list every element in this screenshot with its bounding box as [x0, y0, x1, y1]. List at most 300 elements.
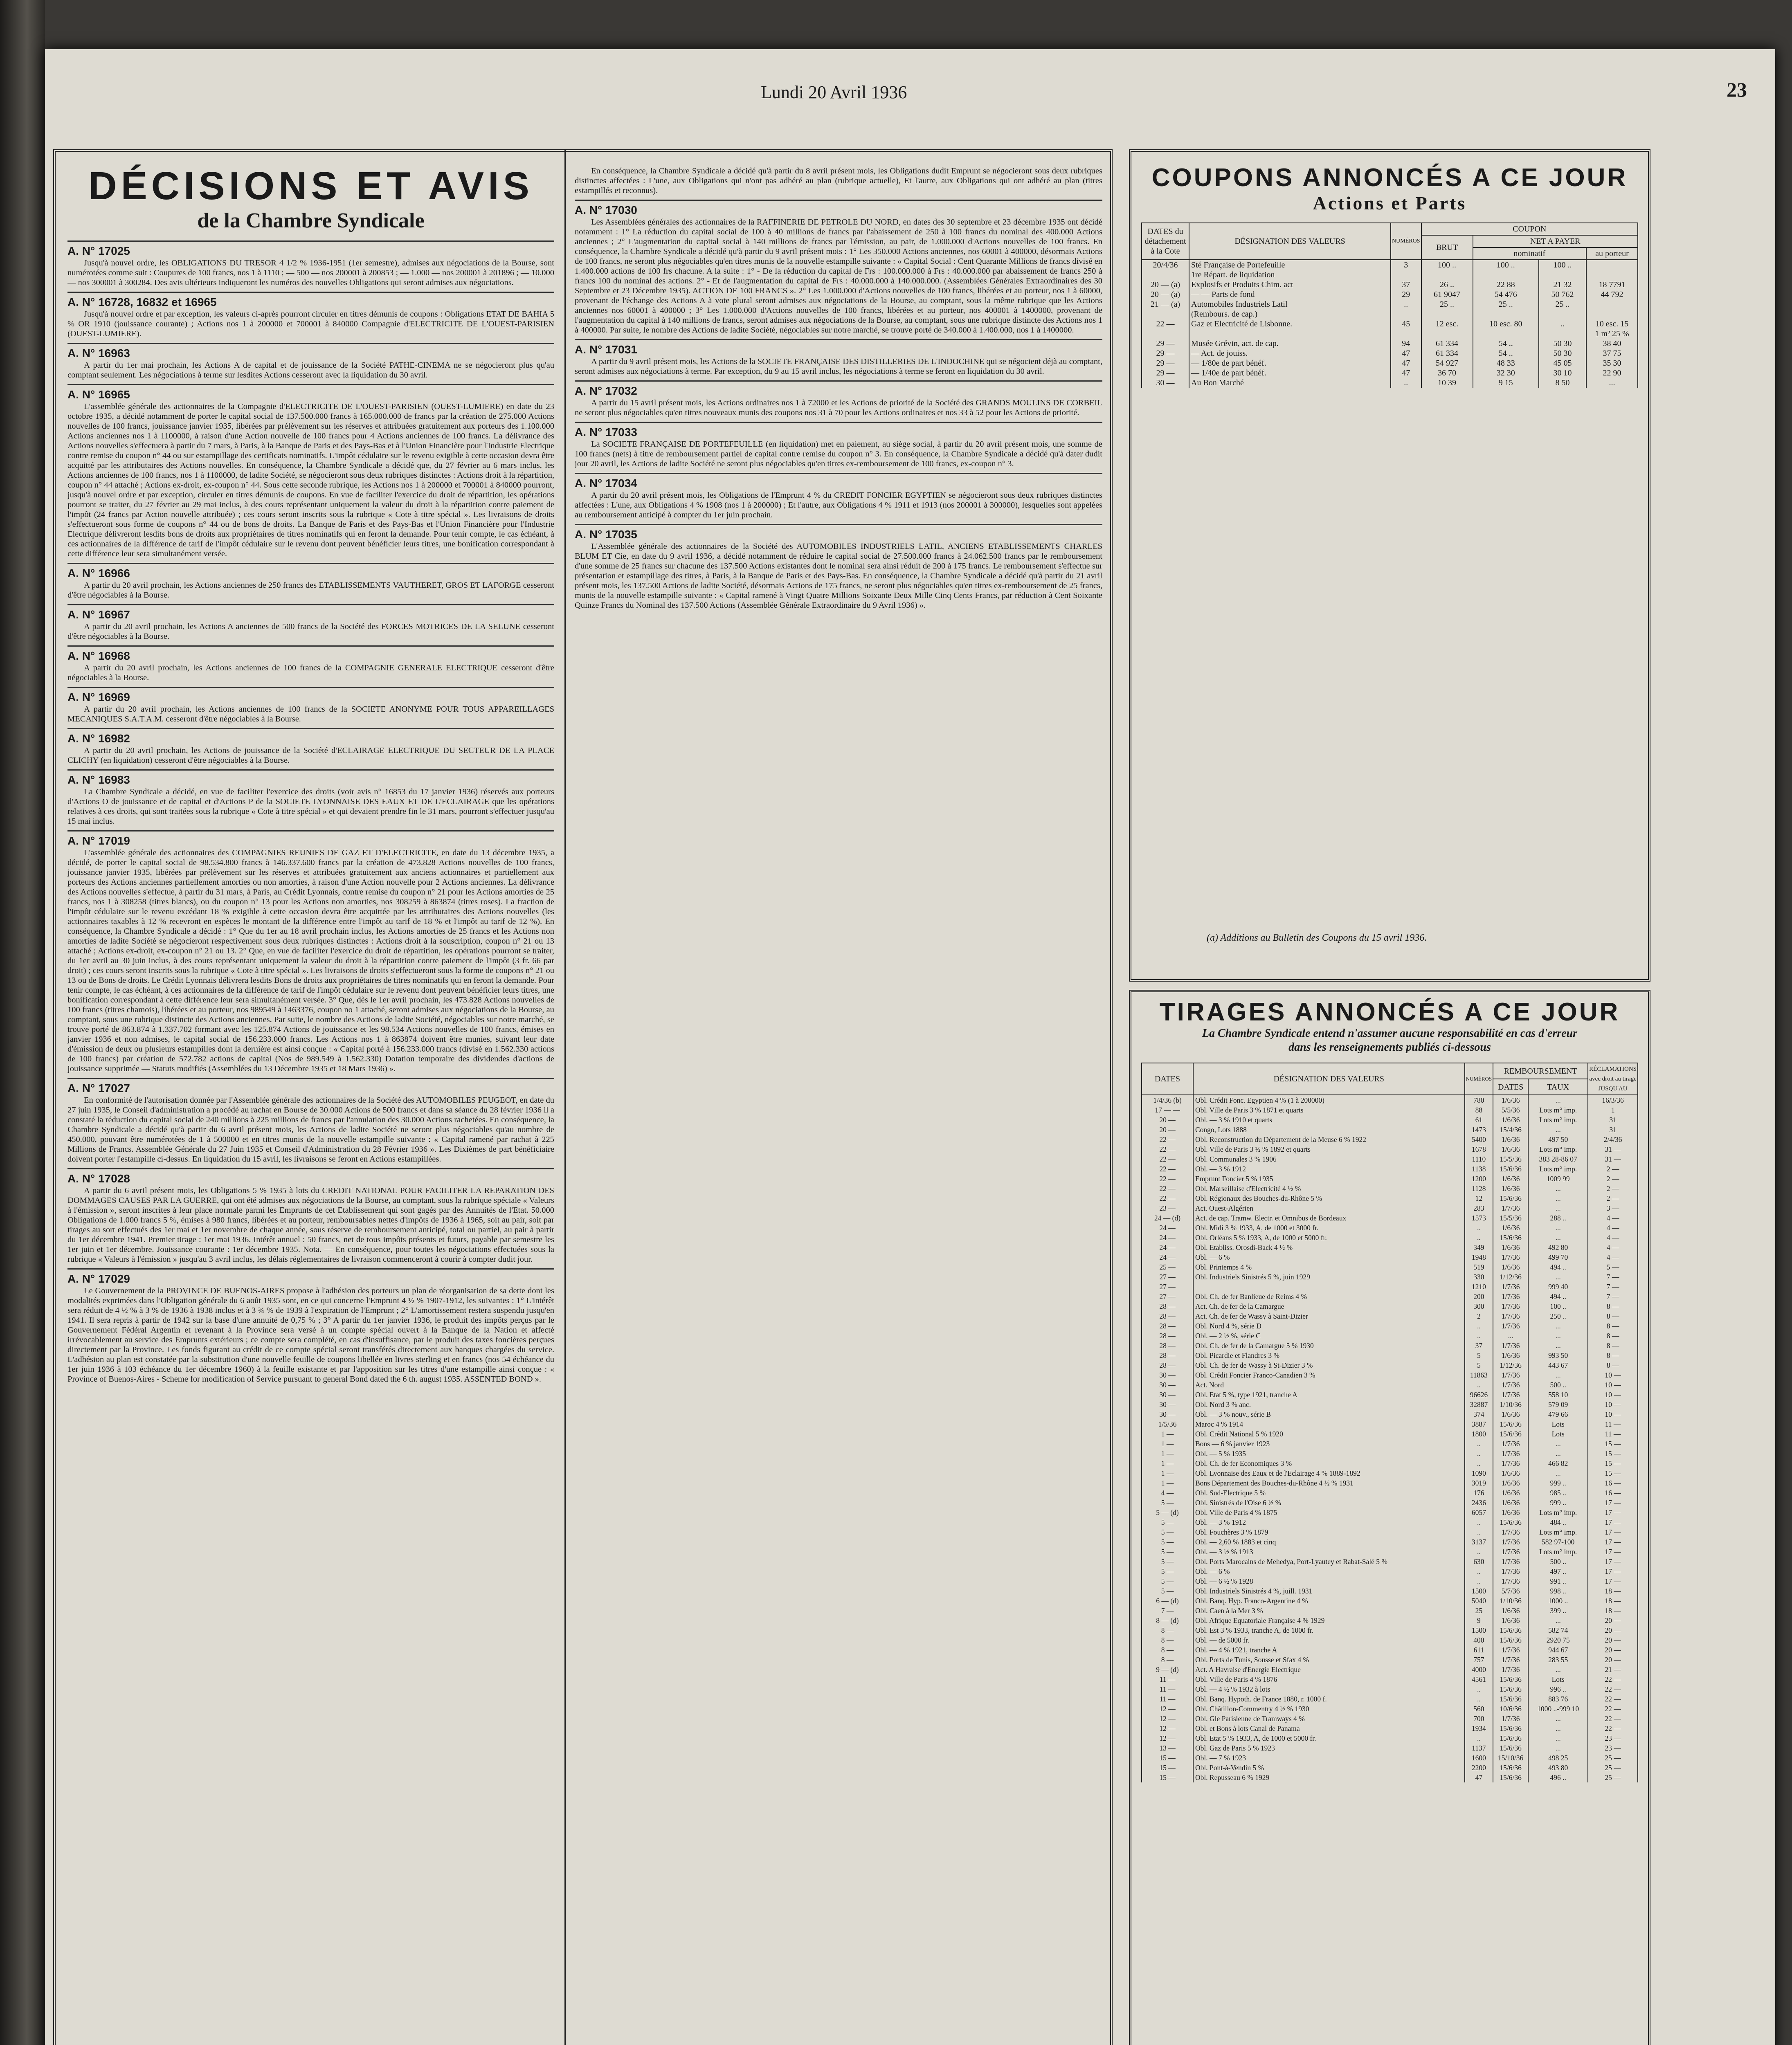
table-cell: Lots m° imp. — [1528, 1105, 1588, 1115]
table-cell: .. — [1465, 1527, 1493, 1537]
table-cell: 1 — — [1142, 1429, 1193, 1439]
table-cell: 1473 — [1465, 1125, 1493, 1135]
table-cell: 18 — — [1588, 1606, 1638, 1616]
table-cell: 1/5/36 — [1142, 1419, 1193, 1429]
table-cell: 999 .. — [1528, 1478, 1588, 1488]
table-cell: 8 — — [1588, 1351, 1638, 1360]
table-cell: Lots — [1528, 1419, 1588, 1429]
table-cell: 24 — — [1142, 1243, 1193, 1252]
table-cell: 998 .. — [1528, 1586, 1588, 1596]
table-row — [1142, 1763, 1638, 1773]
table-cell: 12 — — [1142, 1714, 1193, 1724]
table-cell: 22 — — [1588, 1674, 1638, 1684]
table-cell: 5 — — [1142, 1586, 1193, 1596]
decision-notice — [575, 164, 1102, 200]
decision-notice — [575, 380, 1102, 422]
table-cell: Obl. Midi 3 % 1933, A, de 1000 et 3000 fr. — [1193, 1223, 1465, 1233]
table-row — [1142, 1213, 1638, 1223]
table-cell — [1391, 309, 1421, 319]
table-cell: 5 — (d) — [1142, 1508, 1193, 1517]
decision-text: A partir du 20 avril prochain, les Actions anciennes de 100 francs de la COMPAGNIE GENERALE ELECTRIQUE cesseront d'être négociables à la Bourse. — [67, 663, 554, 682]
table-cell: 1/7/36 — [1493, 1203, 1528, 1213]
table-cell: 30 — — [1142, 1409, 1193, 1419]
table-cell: 5 — [1465, 1360, 1493, 1370]
table-cell: 22 — — [1142, 1174, 1193, 1184]
table-cell: 374 — [1465, 1409, 1493, 1419]
table-cell: Obl. Industriels Sinistrés 4 %, juill. 1931 — [1193, 1586, 1465, 1596]
table-cell: Obl. — de 5000 fr. — [1193, 1635, 1465, 1645]
table-cell: .. — [1465, 1458, 1493, 1468]
table-cell: 1/7/36 — [1493, 1282, 1528, 1292]
table-row — [1142, 1311, 1638, 1321]
table-cell: 28 — — [1142, 1341, 1193, 1351]
table-cell: 5 — — [1142, 1547, 1193, 1557]
table-cell: 993 50 — [1528, 1351, 1588, 1360]
table-cell: 1/6/36 — [1493, 1135, 1528, 1144]
table-row — [1142, 1478, 1638, 1488]
table-cell: 38 40 — [1586, 339, 1638, 348]
table-cell: — — Parts de fond — [1189, 290, 1391, 299]
table-cell: 29 — — [1142, 368, 1189, 378]
decision-notice — [575, 473, 1102, 524]
table-cell: 88 — [1465, 1105, 1493, 1115]
table-cell: Obl. — 7 % 1923 — [1193, 1753, 1465, 1763]
table-cell: 32 30 — [1473, 368, 1539, 378]
coupons-title: COUPONS ANNONCÉS A CE JOUR — [1151, 164, 1628, 192]
decision-text: A partir du 6 avril présent mois, les Obligations 5 % 1935 à lots du CREDIT NATIONAL POUR FACILITER LA REPARATION DES DOMMAGES CAUSES PAR LA GUERRE, qui ont été admises aux négociations de la Bourse, au comptant, sous la rubrique spéciale « Valeurs à l'émission », seront inscrites à leur place normale parmi les Emprunts de cet Etablissement qui sont gagés par des Annuités de l'Etat. 50.000 Obligations de 1.000 francs 5 %, émises à 980 francs, libérées et au porteur, remboursables nettes d'impôts de 1936 à 1965, soit au pair, soit par tirages au sort effectués des 1er mai et 1er novembre de chaque année, sous réserve de remboursement anticipé, total ou partiel, au pair à partir du 1er décembre 1941. Premier tirage : 1er mai 1936. Intérêt annuel : 50 francs, net de tous impôts présents et futurs, payable par semestre les 1er juin et 1er décembre. Jouissance courante : 1er décembre 1935. Nota. — En conséquence, pour toutes les négociations effectuées sous la rubrique « Valeurs à l'émission » jusqu'au 3 avril inclus, les délais réglementaires de livraison commenceront à courir à compter dudit jour. — [67, 1186, 554, 1264]
table-cell: 1/7/36 — [1493, 1301, 1528, 1311]
decision-text: Jusqu'à nouvel ordre, les OBLIGATIONS DU TRESOR 4 1/2 % 1936-1951 (1er semestre), admises aux négociations de la Bourse, sont numérotées comme suit : Coupures de 100 francs, nos 1 à 1110 ; — 500 — nos 200001 à 200853 ; — 1.000 — nos 200001 à 201896 ; — 10.000 — nos 300001 à 300284. Des avis ultérieurs indiqueront les numéros des nouvelles Obligations qui seront admises aux négociations. — [67, 258, 554, 287]
table-cell — [1189, 329, 1391, 339]
table-cell: Obl. Ville de Paris 4 % 1876 — [1193, 1674, 1465, 1684]
table-cell: 20 — (a) — [1142, 290, 1189, 299]
table-row — [1142, 1351, 1638, 1360]
table-cell: Obl. — 6 % — [1193, 1252, 1465, 1262]
table-cell — [1586, 309, 1638, 319]
table-cell: .. — [1465, 1576, 1493, 1586]
table-cell: Au Bon Marché — [1189, 378, 1391, 388]
decision-text: La SOCIETE FRANÇAISE DE PORTEFEUILLE (en liquidation) met en paiement, au siège social, à partir du 20 avril présent mois, une somme de 100 francs (nets) à titre de remboursement partiel de capital contre remise du coupon n° 3. En conséquence, la Chambre Syndicale a décidé qu'à dater dudit jour 20 avril, les Actions de ladite Société ne seront plus négociables qu'en titres ex-remboursement de 100 francs, ex-coupon n° 3. — [575, 440, 1102, 468]
table-cell — [1539, 309, 1586, 319]
table-cell: 22 — — [1588, 1714, 1638, 1724]
table-row — [1142, 348, 1638, 358]
table-cell: 1/10/36 — [1493, 1596, 1528, 1606]
table-cell: 25 — — [1588, 1753, 1638, 1763]
decision-notice — [67, 1168, 554, 1268]
decision-notice — [575, 339, 1102, 380]
table-cell: .. — [1465, 1733, 1493, 1743]
table-cell: 399 .. — [1528, 1606, 1588, 1616]
table-cell: 1/7/36 — [1493, 1566, 1528, 1576]
coupons-note: (a) Additions au Bulletin des Coupons du 15 avril 1936. — [1207, 933, 1427, 943]
table-row — [1142, 1380, 1638, 1390]
table-cell: 22 — — [1142, 1135, 1193, 1144]
decision-number: A. N° 16963 — [67, 347, 130, 360]
table-cell: 1/7/36 — [1493, 1292, 1528, 1301]
tirages-subtitle-1: La Chambre Syndicale entend n'assumer aucune responsabilité en cas d'erreur — [1202, 1027, 1578, 1040]
table-cell: Act. A Havraise d'Energie Electrique — [1193, 1665, 1465, 1674]
table-row — [1142, 280, 1638, 290]
table-cell: 1/7/36 — [1493, 1390, 1528, 1400]
table-cell: 18 — — [1588, 1596, 1638, 1606]
table-cell: 8 — — [1588, 1341, 1638, 1351]
decision-notice — [575, 422, 1102, 473]
table-cell: 1/6/36 — [1493, 1498, 1528, 1508]
table-row — [1142, 1282, 1638, 1292]
table-cell: Obl. Marseillaise d'Electricité 4 ½ % — [1193, 1184, 1465, 1193]
decision-text: Les Assemblées générales des actionnaires de la RAFFINERIE DE PETROLE DU NORD, en dates des 30 septembre et 23 décembre 1935 ont décidé notamment : 1° La réduction du capital social de 100 à 40 millions de francs par l'abaissement de 250 à 100 francs du nominal des 400.000 Actions anciennes ; 2° L'augmentation du capital social à 140 millions de francs par l'émission, au pair, de 1.000.000 d'Actions nouvelles de 100 francs. En conséquence, la Chambre Syndicale a décidé qu'à partir du 9 avril présent mois : 1° Les 350.000 Actions anciennes, nos 60001 à 400000, désormais Actions de 100 francs, ne seront plus négociables qu'en titres munis de la nouvelle estampille suivante : « Capital Social : Cent Quarante Millions de francs divisé en 1.400.000 actions de 100 frs chacune. A la suite : 1° - De la réduction du capital de Frs : 100.000.000 à Frs : 40.000.000 par abaissement de francs 250 à francs 100 du nominal des actions. 2° - Et de l'augmentation du capital de Frs : 40.000.000 à 140.000.000. (Assemblées Générales Extraordinaires des 30 Septembre et 23 Décembre 1935). ACTION DE 100 FRANCS ». 2° Les 1.000.000 d'Actions nouvelles de 100 francs, libérées et au porteur, nos 1 à 60000, provenant de l'échange des Actions A à vote plural seront admises aux négociations de la Bourse, au comptant, sous la même rubrique que les Actions anciennes nos 60001 à 400000 ; 3° Les 1.000.000 d'Actions nouvelles de 100 francs, libérées et au porteur, nos 400001 à 1400000, provenant de l'augmentation du capital à 140 millions de francs, seront admises aux négociations de la Bourse, au comptant, sous une rubrique distincte des Actions nos 1 à 400000. Par suite, le nombre des Actions de ladite Société, négociables sur notre marché, se trouve porté de 340.000 à 1.400.000, nos 1 à 1400000. — [575, 218, 1102, 335]
decision-text: A partir du 1er mai prochain, les Actions A de capital et de jouissance de la Société PATHE-CINEMA ne se négocieront plus qu'au comptant seulement. Les négociations à terme sur lesdites Actions cesseront avec la liquidation du 30 avril. — [67, 361, 554, 380]
table-cell — [1142, 329, 1189, 339]
table-cell: 2436 — [1465, 1498, 1493, 1508]
table-cell: 300 — [1465, 1301, 1493, 1311]
table-row — [1142, 1243, 1638, 1252]
table-cell: 443 67 — [1528, 1360, 1588, 1370]
table-cell: 94 — [1391, 339, 1421, 348]
table-cell: 1/7/36 — [1493, 1645, 1528, 1655]
table-row — [1142, 1115, 1638, 1125]
table-cell: 15/6/36 — [1493, 1517, 1528, 1527]
table-cell: 1/7/36 — [1493, 1655, 1528, 1665]
tirages-table-body — [1142, 1095, 1638, 1782]
table-cell: 22 — — [1588, 1704, 1638, 1714]
table-cell: 3 — [1391, 260, 1421, 270]
table-cell: 15/6/36 — [1493, 1733, 1528, 1743]
table-cell: 15/4/36 — [1493, 1125, 1528, 1135]
table-cell: 50 30 — [1539, 348, 1586, 358]
table-cell: 37 — [1391, 280, 1421, 290]
table-cell: Obl. Ports de Tunis, Sousse et Sfax 4 % — [1193, 1655, 1465, 1665]
table-cell: 54 .. — [1473, 348, 1539, 358]
table-row — [1142, 1419, 1638, 1429]
table-cell: 1 — — [1142, 1439, 1193, 1449]
table-cell: 1 — [1588, 1105, 1638, 1115]
table-cell: 400 — [1465, 1635, 1493, 1645]
table-cell: Lots m° imp. — [1528, 1547, 1588, 1557]
table-cell: 1/7/36 — [1493, 1341, 1528, 1351]
table-cell: 16 — — [1588, 1478, 1638, 1488]
table-row — [1142, 1616, 1638, 1625]
table-cell: Bons — 6 % janvier 1923 — [1193, 1439, 1465, 1449]
table-cell: 15/6/36 — [1493, 1684, 1528, 1694]
table-cell: .. — [1465, 1321, 1493, 1331]
table-cell: 1600 — [1465, 1753, 1493, 1763]
table-cell: 3137 — [1465, 1537, 1493, 1547]
table-cell: 1/6/36 — [1493, 1409, 1528, 1419]
table-cell: 1re Répart. de liquidation — [1189, 270, 1391, 280]
table-cell: 991 .. — [1528, 1576, 1588, 1586]
table-cell: 1/6/36 — [1493, 1095, 1528, 1105]
table-cell: Obl. Régionaux des Bouches-du-Rhône 5 % — [1193, 1193, 1465, 1203]
table-cell: 1/6/36 — [1493, 1174, 1528, 1184]
table-cell: Obl. Crédit Fonc. Egyptien 4 % (1 à 200000) — [1193, 1095, 1465, 1105]
table-row — [1142, 1694, 1638, 1704]
table-cell: 5040 — [1465, 1596, 1493, 1606]
table-cell: ... — [1528, 1223, 1588, 1233]
table-cell — [1421, 270, 1473, 280]
decision-notice — [67, 645, 554, 687]
page-date: Lundi 20 Avril 1936 — [761, 82, 907, 102]
table-row — [1142, 1527, 1638, 1537]
table-cell: 999 .. — [1528, 1498, 1588, 1508]
table-cell: 1/6/36 — [1493, 1184, 1528, 1193]
table-cell: ... — [1528, 1331, 1588, 1341]
table-row — [1142, 358, 1638, 368]
table-row — [1142, 1714, 1638, 1724]
table-cell: 15 — — [1588, 1449, 1638, 1458]
table-cell — [1539, 270, 1586, 280]
table-cell: 4561 — [1465, 1674, 1493, 1684]
table-cell: 1/6/36 — [1493, 1616, 1528, 1625]
table-row — [1142, 1341, 1638, 1351]
table-cell: 30 — — [1142, 1370, 1193, 1380]
table-cell: 1/7/36 — [1493, 1449, 1528, 1458]
table-cell: 37 — [1465, 1341, 1493, 1351]
table-cell: 8 — — [1588, 1301, 1638, 1311]
table-cell: 30 10 — [1539, 368, 1586, 378]
table-cell: 7 — — [1588, 1272, 1638, 1282]
table-cell: Obl. Ch. de fer de Wassy à St-Dizier 3 % — [1193, 1360, 1465, 1370]
table-cell: 484 .. — [1528, 1517, 1588, 1527]
table-row — [1142, 1203, 1638, 1213]
table-cell: 24 — (d) — [1142, 1213, 1193, 1223]
table-row — [1142, 1557, 1638, 1566]
table-cell: 47 — [1391, 358, 1421, 368]
table-cell: Act. Ouest-Algérien — [1193, 1203, 1465, 1213]
table-cell: 24 — — [1142, 1252, 1193, 1262]
table-row — [1142, 1773, 1638, 1782]
table-cell: Obl. Communales 3 % 1906 — [1193, 1154, 1465, 1164]
table-cell: 582 97-100 — [1528, 1537, 1588, 1547]
table-cell: 10 — — [1588, 1400, 1638, 1409]
decision-notice — [67, 240, 554, 292]
table-cell: Obl. Sinistrés de l'Oise 6 ½ % — [1193, 1498, 1465, 1508]
table-cell: 560 — [1465, 1704, 1493, 1714]
tirages-header-dates: DATES — [1142, 1063, 1193, 1095]
tirages-header-taux: TAUX — [1528, 1079, 1588, 1095]
table-cell: Obl. — 2 ½ %, série C — [1193, 1331, 1465, 1341]
table-cell: 4000 — [1465, 1665, 1493, 1674]
table-cell — [1473, 329, 1539, 339]
table-cell — [1586, 270, 1638, 280]
table-cell: 15/6/36 — [1493, 1724, 1528, 1733]
table-cell: .. — [1465, 1694, 1493, 1704]
table-row — [1142, 1272, 1638, 1282]
table-cell: 1/6/36 — [1493, 1468, 1528, 1478]
table-cell: 6057 — [1465, 1508, 1493, 1517]
table-cell: 1500 — [1465, 1586, 1493, 1596]
table-row — [1142, 299, 1638, 309]
coupons-section — [1141, 164, 1638, 943]
table-row — [1142, 1262, 1638, 1272]
table-cell: 17 — — [1588, 1527, 1638, 1537]
table-cell: 15 — — [1588, 1458, 1638, 1468]
table-cell: 29 — — [1142, 348, 1189, 358]
decision-text: A partir du 15 avril présent mois, les Actions ordinaires nos 1 à 72000 et les Actions de priorité de la Société des GRANDS MOULINS DE CORBEIL ne seront plus négociables qu'en titres nouveaux munis des coupons nos 31 à 70 pour les Actions ordinaires et nos 33 à 52 pour les Actions de priorité. — [575, 398, 1102, 417]
table-row — [1142, 1674, 1638, 1684]
decision-notice — [67, 384, 554, 563]
decision-text: En conséquence, la Chambre Syndicale a décidé qu'à partir du 8 avril présent mois, les Obligations dudit Emprunt se négocieront sous deux rubriques distinctes affectées : L'une, aux Obligations qui n'ont pas adhéré au plan (rubrique actuelle), Et l'autre, aux Obligations qui ont adhéré au plan (titres estampillés et reconnus). — [575, 166, 1102, 195]
table-row — [1142, 1331, 1638, 1341]
table-cell: 1/6/36 — [1493, 1488, 1528, 1498]
table-cell: 15 — — [1142, 1763, 1193, 1773]
table-cell: 494 .. — [1528, 1292, 1588, 1301]
table-cell — [1586, 299, 1638, 309]
decision-number: A. N° 17030 — [575, 204, 637, 216]
decision-text: A partir du 20 avril présent mois, les Obligations de l'Emprunt 4 % du CREDIT FONCIER EGYPTIEN se négocieront sous deux rubriques distinctes affectées : L'une, aux Obligations 4 % 1908 (nos 1 à 200000) ; Et l'autre, aux Obligations 4 % 1911 et 1913 (nos 200001 à 300000), lesquelles sont appelées au remboursement anticipé à compter du 1er juin prochain. — [575, 491, 1102, 519]
table-cell: 283 — [1465, 1203, 1493, 1213]
table-cell: 25 — — [1588, 1763, 1638, 1773]
table-cell: ... — [1528, 1184, 1588, 1193]
table-cell: ... — [1528, 1095, 1588, 1105]
table-cell: 22 — — [1142, 319, 1189, 329]
table-cell: Lots m° imp. — [1528, 1115, 1588, 1125]
table-cell: 31 — — [1588, 1144, 1638, 1154]
table-row — [1142, 1606, 1638, 1616]
table-cell: 20 — — [1588, 1616, 1638, 1625]
table-cell: 18 7791 — [1586, 280, 1638, 290]
decision-notice — [67, 343, 554, 384]
table-row — [1142, 1743, 1638, 1753]
table-cell: 1000 .. — [1528, 1596, 1588, 1606]
table-cell: Explosifs et Produits Chim. act — [1189, 280, 1391, 290]
decision-number: A. N° 17031 — [575, 343, 637, 356]
table-cell: 17 — — — [1142, 1105, 1193, 1115]
table-cell: 20 — — [1588, 1625, 1638, 1635]
table-cell: 2 — — [1588, 1174, 1638, 1184]
table-cell: 6 — (d) — [1142, 1596, 1193, 1606]
table-cell: 50 762 — [1539, 290, 1586, 299]
table-cell: Lots m° imp. — [1528, 1144, 1588, 1154]
table-cell: ... — [1528, 1616, 1588, 1625]
table-cell: 283 55 — [1528, 1655, 1588, 1665]
table-cell — [1421, 309, 1473, 319]
table-cell: 29 — [1391, 290, 1421, 299]
table-cell: 12 — [1465, 1193, 1493, 1203]
table-cell: 1/7/36 — [1493, 1252, 1528, 1262]
table-cell: 15/6/36 — [1493, 1419, 1528, 1429]
table-cell: 96626 — [1465, 1390, 1493, 1400]
table-row — [1142, 1252, 1638, 1262]
table-cell: 22 90 — [1586, 368, 1638, 378]
table-cell: Lots m° imp. — [1528, 1164, 1588, 1174]
tirages-subtitle-2: dans les renseignements publiés ci-dessous — [1288, 1041, 1491, 1054]
decision-number: A. N° 17034 — [575, 477, 637, 490]
table-cell: 21 — (a) — [1142, 299, 1189, 309]
table-row — [1142, 1439, 1638, 1449]
decision-notice — [67, 604, 554, 645]
table-cell: 20 — — [1142, 1115, 1193, 1125]
table-cell: 31 — [1588, 1115, 1638, 1125]
tirages-table — [1141, 1063, 1638, 1782]
table-cell: 2 — — [1588, 1184, 1638, 1193]
table-cell: 25 — — [1142, 1262, 1193, 1272]
table-cell: Obl. — 5 % 1935 — [1193, 1449, 1465, 1458]
table-cell: 1/10/36 — [1493, 1400, 1528, 1409]
table-cell: 100 .. — [1421, 260, 1473, 270]
table-cell: 15/6/36 — [1493, 1763, 1528, 1773]
table-cell: 17 — — [1588, 1547, 1638, 1557]
decision-notice — [67, 728, 554, 769]
table-cell: 383 28-86 07 — [1528, 1154, 1588, 1164]
table-cell: Obl. — 4 ½ % 1932 à lots — [1193, 1684, 1465, 1694]
table-row — [1142, 1409, 1638, 1419]
table-cell: 100 .. — [1528, 1301, 1588, 1311]
table-row — [1142, 1135, 1638, 1144]
table-cell: 22 — — [1142, 1184, 1193, 1193]
table-cell: 23 — — [1142, 1203, 1193, 1213]
table-cell: 15/6/36 — [1493, 1193, 1528, 1203]
table-cell: 12 — — [1142, 1704, 1193, 1714]
table-cell: ... — [1528, 1439, 1588, 1449]
table-cell: 15/6/36 — [1493, 1694, 1528, 1704]
table-cell: 780 — [1465, 1095, 1493, 1105]
table-cell: 8 — — [1142, 1635, 1193, 1645]
table-cell: 30 — — [1142, 1380, 1193, 1390]
decision-text: A partir du 20 avril prochain, les Actions anciennes de 100 francs de la SOCIETE ANONYME POUR TOUS APPAREILLAGES MECANIQUES S.A.T.A.M. cesseront d'être négociables à la Bourse. — [67, 705, 554, 724]
table-cell: 8 — — [1588, 1321, 1638, 1331]
table-cell: 1138 — [1465, 1164, 1493, 1174]
decision-notice — [575, 524, 1102, 614]
table-cell: 3 — — [1588, 1203, 1638, 1213]
decision-number: A. N° 17032 — [575, 384, 637, 397]
table-cell: ... — [1528, 1321, 1588, 1331]
table-cell: ... — [1586, 378, 1638, 388]
table-cell: 48 33 — [1473, 358, 1539, 368]
table-cell: Lots — [1528, 1429, 1588, 1439]
table-cell: 28 — — [1142, 1321, 1193, 1331]
page-number: 23 — [1727, 78, 1747, 101]
table-cell: 1934 — [1465, 1724, 1493, 1733]
table-cell: 47 — [1391, 368, 1421, 378]
table-cell: 1/6/36 — [1493, 1262, 1528, 1272]
table-cell: Act. Nord — [1193, 1380, 1465, 1390]
table-cell: Obl. — 3 ½ % 1913 — [1193, 1547, 1465, 1557]
table-cell: Obl. Gle Parisienne de Tramways 4 % — [1193, 1714, 1465, 1724]
table-cell: .. — [1465, 1547, 1493, 1557]
table-row — [1142, 290, 1638, 299]
table-cell: Lots m° imp. — [1528, 1508, 1588, 1517]
table-row — [1142, 1370, 1638, 1380]
table-cell: 17 — — [1588, 1517, 1638, 1527]
table-cell: 1500 — [1465, 1625, 1493, 1635]
table-cell: 20/4/36 — [1142, 260, 1189, 270]
table-cell: Obl. Châtillon-Commentry 4 ½ % 1930 — [1193, 1704, 1465, 1714]
decision-text: L'assemblée générale des actionnaires des COMPAGNIES REUNIES DE GAZ ET D'ELECTRICITE, en date du 13 décembre 1935, a décidé, de porter le capital social de 98.534.800 francs à 146.337.600 francs par la création de 473.828 Actions nouvelles de 100 francs, jouissance janvier 1935, libérées par prélèvement sur les réserves et attribuées gratuitement aux anciens actionnaires et partiellement aux porteurs des Actions anciennes partiellement amorties ou non amorties, à raison d'une Action nouvelle pour 2 Actions anciennes. La délivrance des Actions nouvelles s'effectue, à partir du 31 mars, à Paris, au Crédit Lyonnais, contre remise du coupon n° 21 pour les Actions amorties de 25 francs, nos 1 à 308258 (titres blancs), ou du coupon n° 13 pour les Actions non amorties, nos 308259 à 863874 (titres roses). La fraction de l'impôt cédulaire sur le revenu excédant 18 % exigible à cette occasion devra être acquittée par les attributaires des Actions nouvelles (les actionnaires taxables à 12 % recevront en espèces le montant de la différence entre l'impôt au tarif de 18 % et l'impôt au tarif de 12 %). En conséquence, la Chambre Syndicale a décidé : 1° Que du 1er au 18 avril prochain inclus, les Actions amorties de 25 francs et les Actions non amorties de ladite Société se négocieront respectivement sous deux rubriques distinctes : Actions droit à la souscription, coupon n° 21 ou 13 attaché ; Actions ex-droit, ex-coupon n° 21 ou 13. 2° Que, en vue de faciliter l'exercice du droit de répartition, les opérations pourront se traiter, du 1er avril au 30 juin inclus, à des cours représentant uniquement la valeur du droit à la répartition contre paiement de l'impôt (3 fr. 66 par droit) ; ces cours seront inscrits sous la rubrique « Cote à titre spécial ». Les livraisons de droits s'effectueront sous la forme de coupons n° 21 ou 13 ou de Bons de droits. Le Crédit Lyonnais délivrera lesdits Bons de droits aux propriétaires de titres nominatifs qui en feront la demande. Pour tenir compte, le cas échéant, à ces actionnaires de la différence de tarif de l'impôt cédulaire sur le revenu dont peuvent bénéficier leurs titres, une bonification correspondant à cette différence leur sera simultanément versée. 3° Que, dès le 1er avril prochain, les 473.828 Actions nouvelles de 100 francs (titres chamois), libérées et au porteur, nos 989549 à 1463376, coupon no 1 attaché, seront admises aux négociations de la Bourse, au comptant, sous une rubrique distincte des Actions anciennes. Par suite, le nombre des Actions de ladite Société, négociables sur notre marché, se trouve porté de 863.874 à 1.337.702 formant avec les 125.874 Actions de jouissance et les 98.534 Actions nouvelles de 100 francs, émises en janvier 1936 et non admises, le capital social de 156.233.000 francs. Les Actions nos 1 à 863874 doivent être munies, suivant leur date d'émission de deux ou plusieurs estampilles dont la dernière est ainsi conçue : « Capital porté à 156.233.000 francs (divisé en 1.562.330 actions de 100 francs) par création de 572.782 actions de capital (Nos de 989.549 à 1.562.330) Dotation temporaire des dividendes d'actions de jouissance supprimée — Statuts modifiés (Assemblées du 13 Décembre 1935 et 18 Mars 1936) ». — [67, 848, 554, 1073]
table-row — [1142, 329, 1638, 339]
table-row — [1142, 319, 1638, 329]
table-row — [1142, 339, 1638, 348]
table-cell: 519 — [1465, 1262, 1493, 1272]
table-row — [1142, 1498, 1638, 1508]
table-cell: 4 — — [1142, 1488, 1193, 1498]
table-cell: ... — [1528, 1468, 1588, 1478]
table-cell: 20 — — [1588, 1645, 1638, 1655]
table-cell — [1539, 329, 1586, 339]
table-cell: Obl. Industriels Sinistrés 5 %, juin 1929 — [1193, 1272, 1465, 1282]
table-cell: Obl. — 3 % nouv., série B — [1193, 1409, 1465, 1419]
table-cell: 22 — — [1588, 1694, 1638, 1704]
table-cell: .. — [1465, 1449, 1493, 1458]
table-cell: 1128 — [1465, 1184, 1493, 1193]
table-row — [1142, 1449, 1638, 1458]
table-cell: 1/7/36 — [1493, 1321, 1528, 1331]
table-row — [1142, 1390, 1638, 1400]
table-cell: 15/5/36 — [1493, 1213, 1528, 1223]
table-cell: Obl. Sud-Electrique 5 % — [1193, 1488, 1465, 1498]
table-cell: 700 — [1465, 1714, 1493, 1724]
table-cell: 11 — — [1588, 1419, 1638, 1429]
